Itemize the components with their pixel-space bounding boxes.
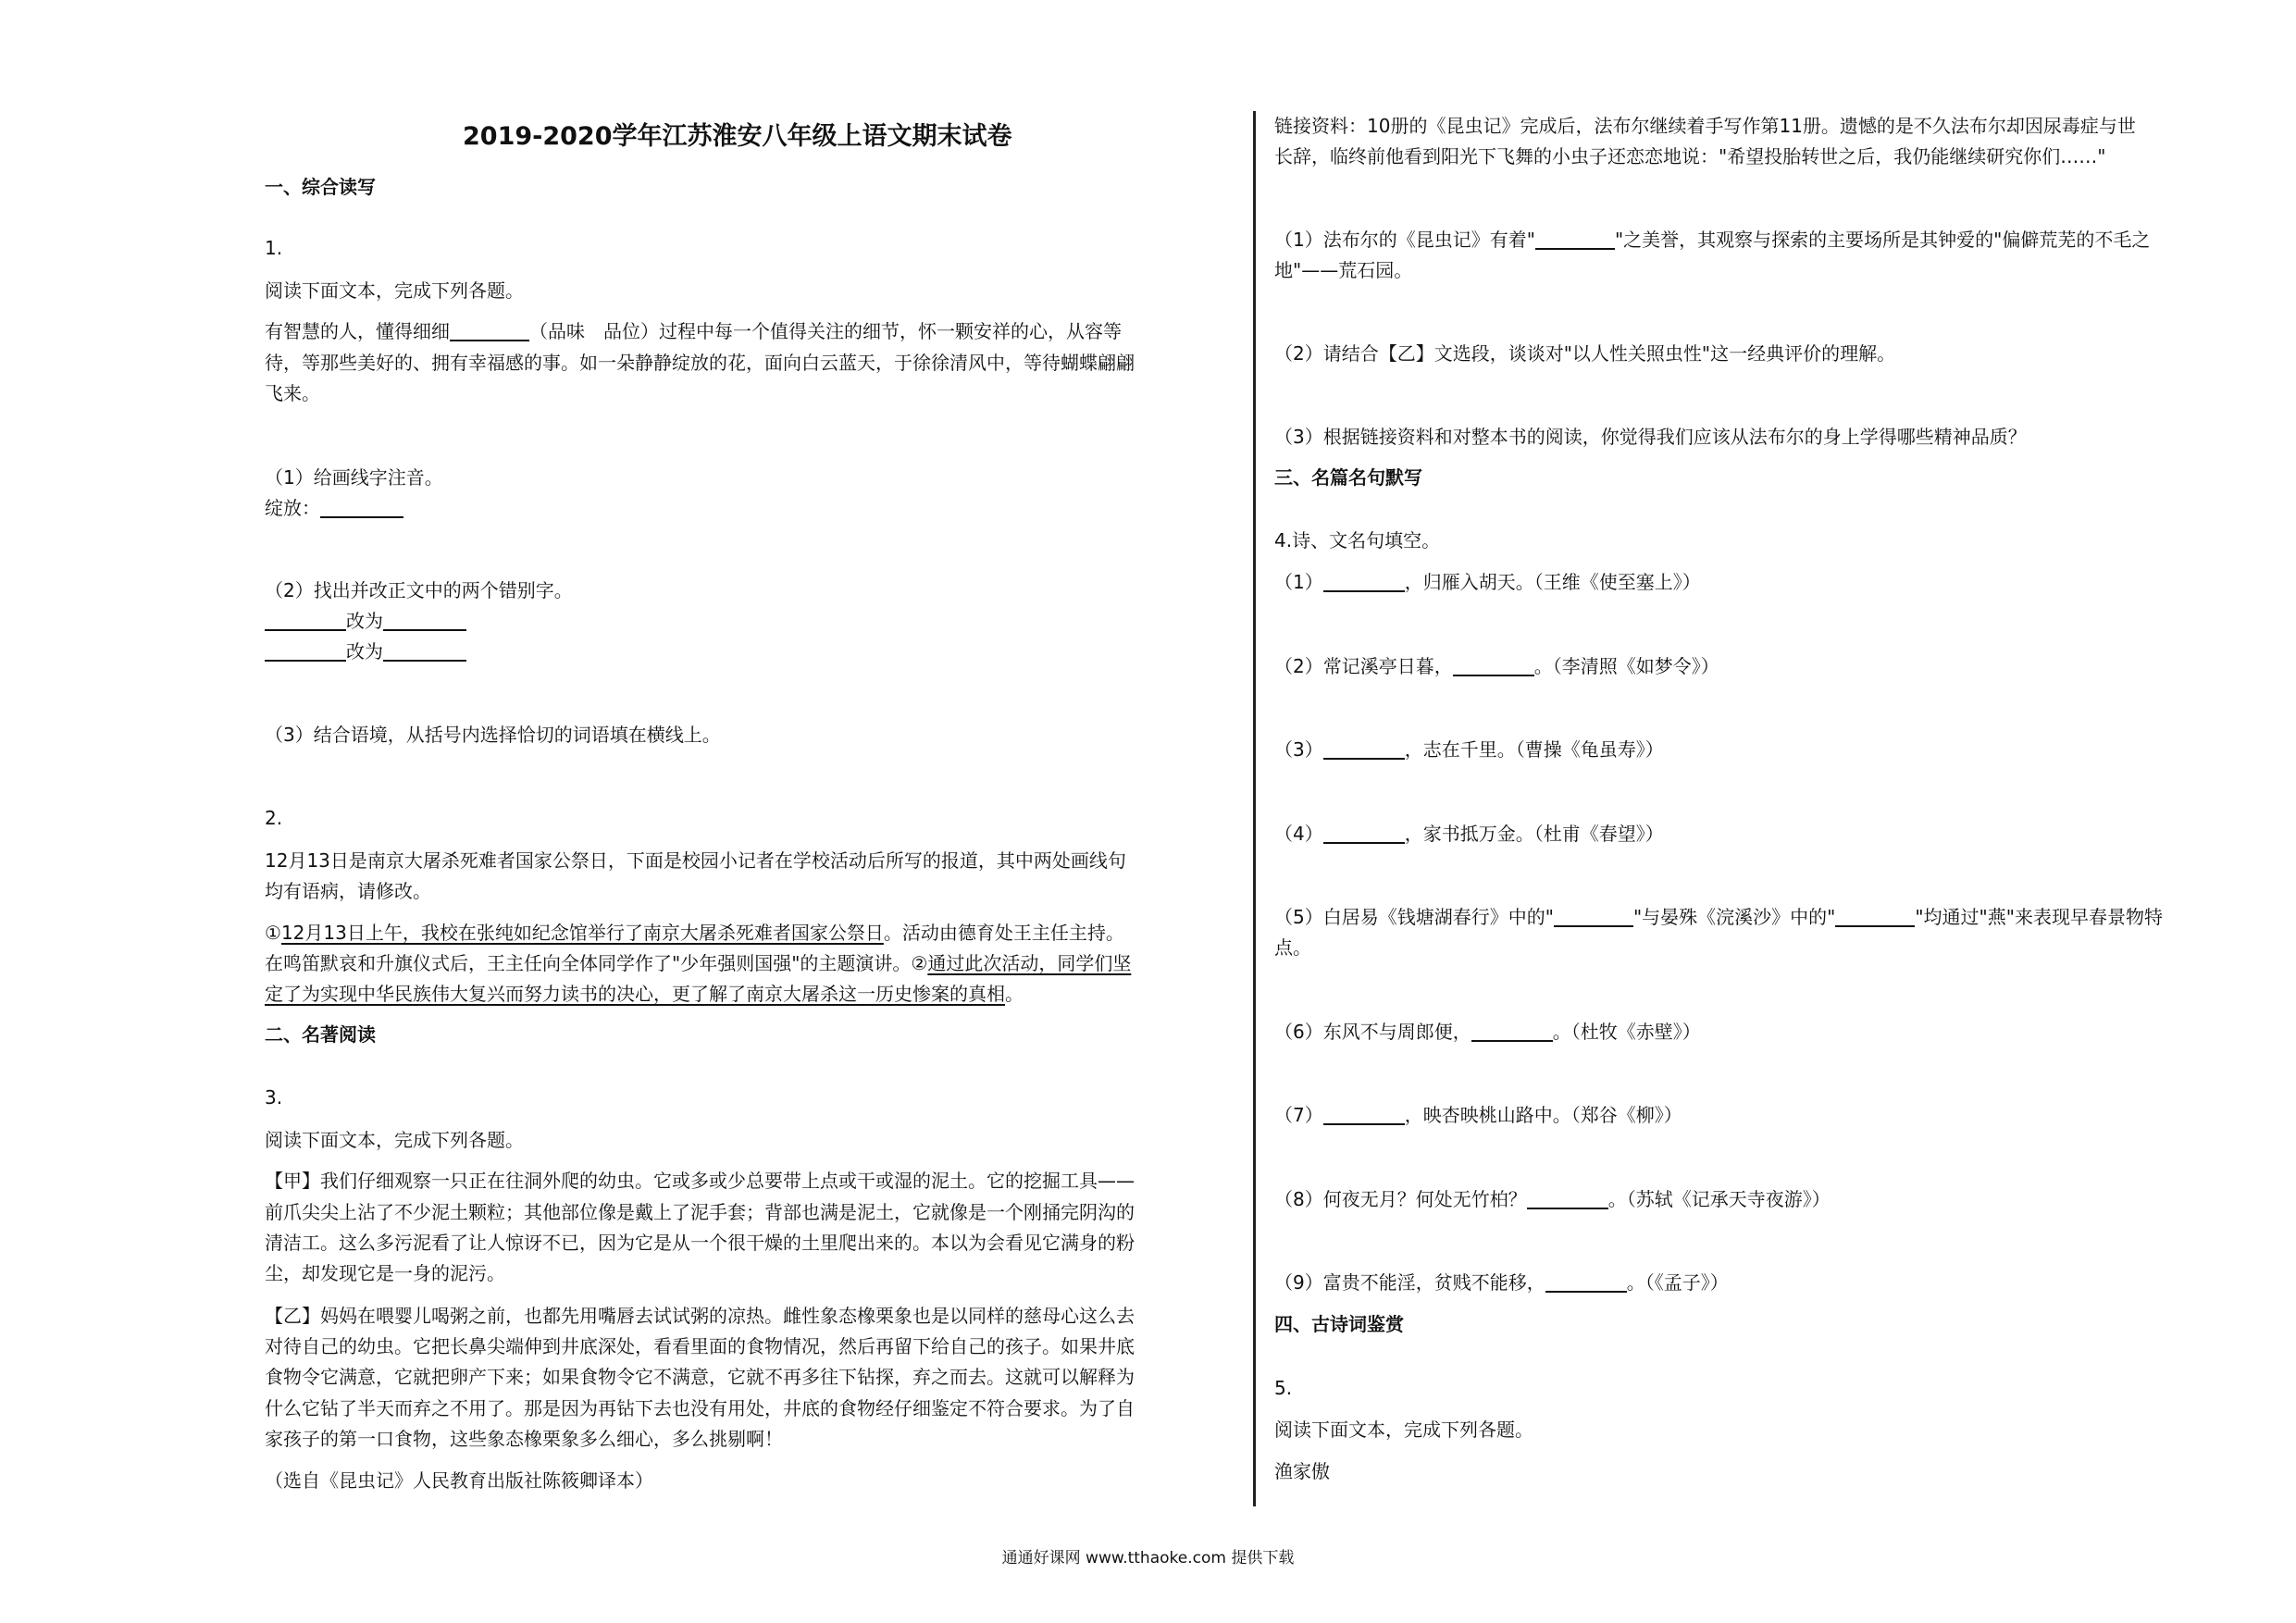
q3-passage-b-3: 食物令它满意，它就把卵产下来；如果食物令它不满意，它就不再多往下钻探，弃之而去。这就可以解释为 — [265, 1366, 1135, 1388]
q2-report-line-3: 定了为实现中华民族伟大复兴而努力读书的决心，更了解了南京大屠杀这一历史惨案的真相。 — [265, 983, 1024, 1005]
answer-blank[interactable] — [265, 611, 346, 631]
answer-blank[interactable] — [265, 641, 346, 662]
q3-intro: 阅读下面文本，完成下列各题。 — [265, 1129, 524, 1151]
fill-3: （3） ，志在千里。（曹操《龟虽寿》） — [1274, 738, 1664, 761]
answer-blank[interactable] — [1527, 1189, 1608, 1209]
q3-passage-a-2: 前爪尖尖上沾了不少泥土颗粒；其他部位像是戴上了泥手套；背部也满是泥土，它就像是一个刚捅完阴沟的 — [265, 1201, 1135, 1223]
answer-blank[interactable] — [1323, 824, 1405, 844]
q1-sub-3: （3）结合语境，从括号内选择恰切的词语填在横线上。 — [265, 724, 721, 746]
q3-passage-b-2: 对待自己的幼虫。它把长鼻尖端伸到井底深处，看看里面的食物情况，然后再留下给自己的孩子。如果井底 — [265, 1335, 1135, 1357]
answer-blank[interactable] — [383, 641, 466, 662]
q3-number: 3. — [265, 1086, 283, 1109]
fill-2: （2）常记溪亭日暮， 。（李清照《如梦令》） — [1274, 655, 1719, 677]
q5-number: 5. — [1274, 1377, 1293, 1399]
answer-blank[interactable] — [383, 611, 466, 631]
q3-source: （选自《昆虫记》人民教育出版社陈筱卿译本） — [265, 1469, 653, 1492]
q1-passage-line-1: 有智慧的人，懂得细细 （品味 品位）过程中每一个值得关注的细节，怀一颗安祥的心，从容等 — [265, 320, 1122, 342]
q3-passage-a-1: 【甲】我们仔细观察一只正在往洞外爬的幼虫。它或多或少总要带上点或干或湿的泥土。它的挖掘工具—— — [265, 1170, 1135, 1192]
q3-passage-b-4: 什么它钻了半天而弃之不用了。那是因为再钻下去也没有用处，井底的食物经仔细鉴定不符合要求。为了自 — [265, 1397, 1135, 1419]
q3-passage-a-4: 尘，却发现它是一身的泥污。 — [265, 1262, 505, 1284]
q5-intro: 阅读下面文本，完成下列各题。 — [1274, 1419, 1533, 1441]
q2-intro-line-1: 12月13日是南京大屠杀死难者国家公祭日，下面是校园小记者在学校活动后所写的报道，其中两处画线句 — [265, 849, 1126, 872]
fill-7: （7） ，映杏映桃山路中。（郑谷《柳》） — [1274, 1104, 1682, 1126]
q1-number: 1. — [265, 237, 283, 259]
fill-8: （8）何夜无月？何处无竹柏？ 。（苏轼《记承天寺夜游》） — [1274, 1188, 1831, 1210]
q4-intro: 4.诗、文名句填空。 — [1274, 529, 1441, 551]
q3-sub-1-line-1: （1）法布尔的《昆虫记》有着" "之美誉，其观察与探索的主要场所是其钟爱的"偏僻荒芜的不毛之 — [1274, 229, 2151, 251]
page-title: 2019-2020学年江苏淮安八年级上语文期末试卷 — [463, 122, 1012, 151]
q1-sub-1: （1）给画线字注音。 — [265, 466, 443, 489]
answer-blank[interactable] — [1323, 572, 1405, 592]
page-footer: 通通好课网 www.tthaoke.com 提供下载 — [1001, 1549, 1295, 1567]
fill-5-line-1: （5）白居易《钱塘湖春行》中的" "与晏殊《浣溪沙》中的" "均通过"燕"来表现早春景物特 — [1274, 906, 2163, 928]
answer-blank[interactable] — [320, 498, 403, 518]
q3-passage-b-1: 【乙】妈妈在喂婴儿喝粥之前，也都先用嘴唇去试试粥的凉热。雌性象态橡栗象也是以同样的慈母心这么去 — [265, 1305, 1135, 1327]
answer-blank[interactable] — [1835, 907, 1915, 927]
answer-blank[interactable] — [1471, 1022, 1553, 1042]
fill-4: （4） ，家书抵万金。（杜甫《春望》） — [1274, 823, 1664, 845]
fill-5-line-2: 点。 — [1274, 936, 1311, 959]
answer-blank[interactable] — [1554, 907, 1633, 927]
answer-blank[interactable] — [1535, 229, 1615, 250]
q1-passage-line-2: 待，等那些美好的、拥有幸福感的事。如一朵静静绽放的花，面向白云蓝天，于徐徐清风中，等待蝴蝶翩翩 — [265, 352, 1135, 374]
fill-1: （1） ，归雁入胡天。（王维《使至塞上》） — [1274, 571, 1701, 593]
link-material-line-2: 长辞，临终前他看到阳光下飞舞的小虫子还恋恋地说："希望投胎转世之后，我仍能继续研究你们……" — [1274, 145, 2106, 167]
q1-passage-line-3: 飞来。 — [265, 382, 320, 404]
q1-correction-2: 改为 — [265, 638, 466, 664]
underlined-sentence-1: 12月13日上午，我校在张纯如纪念馆举行了南京大屠杀死难者国家公祭日 — [280, 922, 884, 944]
answer-blank[interactable] — [1323, 739, 1405, 760]
q3-sub-2: （2）请结合【乙】文选段，谈谈对"以人性关照虫性"这一经典评价的理解。 — [1274, 342, 1896, 365]
underlined-sentence-2: 通过此次活动，同学们坚 — [927, 952, 1132, 974]
q1-sub-2: （2）找出并改正文中的两个错别字。 — [265, 579, 573, 601]
q1-correction-1: 改为 — [265, 608, 466, 634]
answer-blank[interactable] — [1453, 656, 1534, 676]
column-divider — [1253, 111, 1256, 1506]
q3-sub-1-line-2: 地"——荒石园。 — [1274, 259, 1413, 281]
section-3-heading: 三、名篇名句默写 — [1274, 466, 1422, 489]
q3-sub-3: （3）根据链接资料和对整本书的阅读，你觉得我们应该从法布尔的身上学得哪些精神品质？ — [1274, 426, 2027, 448]
fill-9: （9）富贵不能淫，贫贱不能移， 。（《孟子》） — [1274, 1271, 1729, 1294]
q2-report-line-2: 在鸣笛默哀和升旗仪式后，王主任向全体同学作了"少年强则国强"的主题演讲。②通过此次活动，同学们坚 — [265, 952, 1132, 974]
q2-intro-line-2: 均有语病，请修改。 — [265, 880, 431, 902]
fill-6: （6）东风不与周郎便， 。（杜牧《赤壁》） — [1274, 1021, 1701, 1043]
q1-sub-1-answer: 绽放： — [265, 495, 403, 521]
answer-blank[interactable] — [1545, 1272, 1627, 1293]
link-material-line-1: 链接资料：10册的《昆虫记》完成后，法布尔继续着手写作第11册。遗憾的是不久法布尔却因尿毒症与世 — [1274, 115, 2136, 137]
q2-report-line-1: ①12月13日上午，我校在张纯如纪念馆举行了南京大屠杀死难者国家公祭日。活动由德育处王主任主持。 — [265, 922, 1124, 944]
section-1-heading: 一、综合读写 — [265, 176, 376, 198]
answer-blank[interactable] — [450, 321, 529, 341]
answer-blank[interactable] — [1323, 1105, 1405, 1125]
poem-title: 渔家傲 — [1274, 1460, 1330, 1482]
section-2-heading: 二、名著阅读 — [265, 1023, 376, 1046]
q2-number: 2. — [265, 807, 283, 829]
q1-intro: 阅读下面文本，完成下列各题。 — [265, 279, 524, 302]
q3-passage-b-5: 家孩子的第一口食物，这些象态橡栗象多么细心，多么挑剔啊！ — [265, 1428, 783, 1450]
section-4-heading: 四、古诗词鉴赏 — [1274, 1313, 1404, 1335]
q3-passage-a-3: 清洁工。这么多污泥看了让人惊讶不已，因为它是从一个很干燥的土里爬出来的。本以为会看见它满身的粉 — [265, 1232, 1135, 1254]
